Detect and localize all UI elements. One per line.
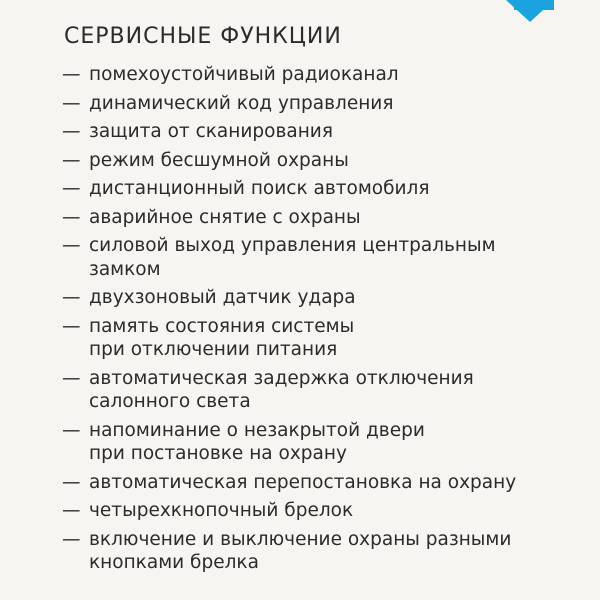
list-item [62,367,562,414]
list-item-line: салонного света [89,391,251,412]
list-item [62,206,562,230]
list-item-text [89,120,562,144]
dash-bullet: — [62,235,81,256]
dash-bullet: — [62,121,81,142]
feature-list [62,63,562,580]
dash-bullet: — [62,471,81,493]
list-item-line: двухзоновый датчик удара [89,287,356,308]
list-item [62,92,562,116]
list-item-text [89,367,562,414]
dash-bullet: — [62,367,81,389]
list-item-text [89,528,562,575]
list-item [62,286,562,310]
list-item [62,149,562,173]
dash-bullet: — [62,315,81,337]
list-item-line: при постановке на охрану [89,443,347,464]
blue-corner-triangle [506,0,554,22]
dash-bullet: — [62,419,81,441]
list-item-line: автоматическая задержка отключения [89,367,474,389]
list-item-text [89,419,562,466]
list-item-line: автоматическая перепостановка на охрану [89,471,517,493]
list-item [62,234,562,281]
list-item-line: помехоустойчивый радиоканал [89,64,399,85]
dash-bullet: — [62,528,81,550]
list-item-line: память состояния системы [89,315,355,337]
list-item-line: дистанционный поиск автомобиля [89,178,430,199]
list-item-text [89,499,562,523]
list-item-text [89,286,562,310]
section-title: СЕРВИСНЫЕ ФУНКЦИИ [64,24,342,49]
dash-bullet: — [62,206,81,228]
list-item-line: замком [89,258,161,280]
list-item [62,419,562,466]
list-item [62,63,562,87]
list-item-text [89,234,562,281]
list-item-line: аварийное снятие с охраны [89,206,361,228]
dash-bullet: — [62,64,81,85]
list-item-line: защита от сканирования [89,121,333,142]
list-item-line: четырехкнопочный брелок [89,500,354,521]
list-item-text [89,206,562,230]
list-item-line: кнопками брелка [89,552,259,573]
dash-bullet: — [62,178,81,199]
dash-bullet: — [62,149,81,171]
dash-bullet: — [62,92,81,114]
list-item-line: режим бесшумной охраны [89,149,349,171]
list-item-text [89,177,562,201]
list-item-line: напоминание о незакрытой двери [89,419,425,441]
list-item-text [89,149,562,173]
dash-bullet: — [62,287,81,308]
list-item [62,177,562,201]
list-item [62,528,562,575]
list-item-text [89,315,562,362]
list-item [62,315,562,362]
list-item [62,499,562,523]
list-item-line: при отключении питания [89,339,338,360]
list-item [62,120,562,144]
list-item-text [89,92,562,116]
list-item-text [89,471,562,495]
list-item-line: включение и выключение охраны разными [89,528,512,550]
list-item-text [89,63,562,87]
list-item [62,471,562,495]
list-item-line: силовой выход управления центральным [89,235,496,256]
dash-bullet: — [62,500,81,521]
list-item-line: динамический код управления [89,92,394,114]
